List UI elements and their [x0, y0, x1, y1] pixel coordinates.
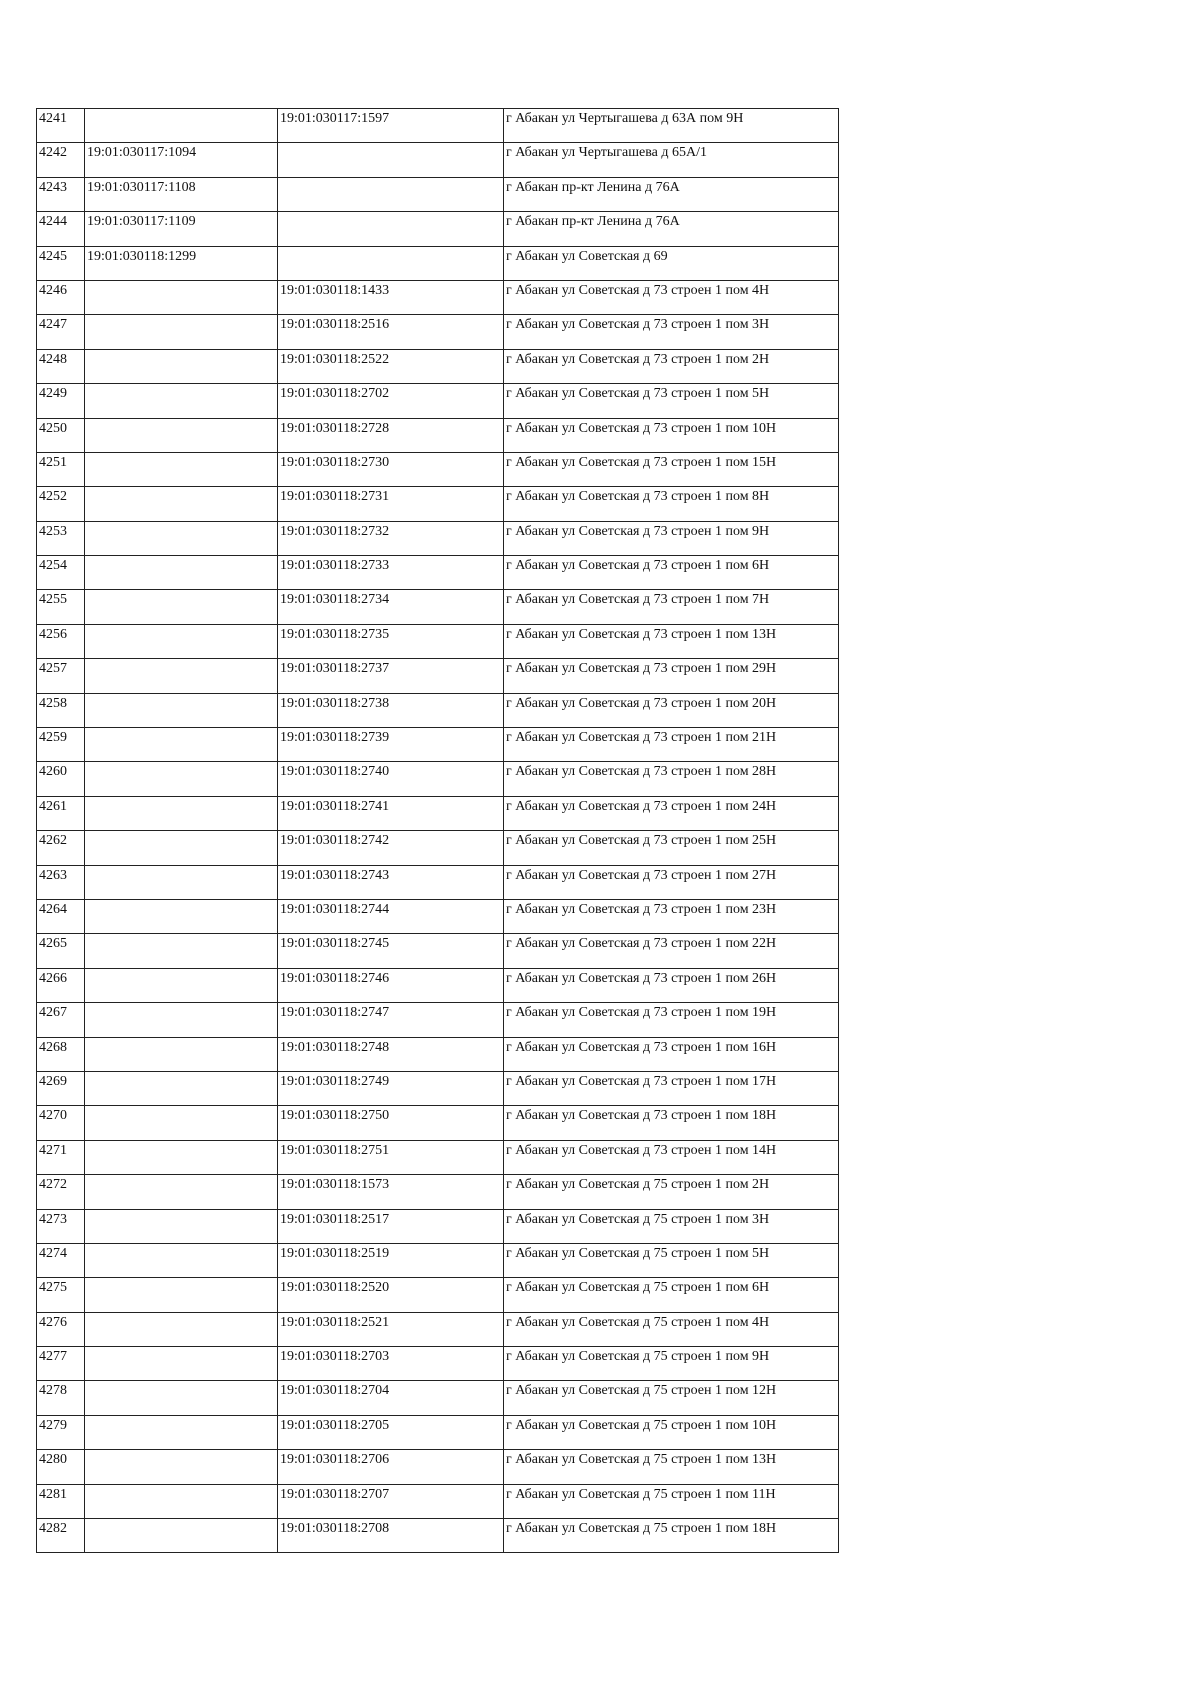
premises-cadastral-number-cell: 19:01:030118:2749 [278, 1071, 504, 1105]
premises-cadastral-number-cell: 19:01:030118:2751 [278, 1140, 504, 1174]
row-number-cell: 4279 [37, 1415, 85, 1449]
table-row [37, 1003, 839, 1037]
address-cell: г Абакан ул Советская д 73 строен 1 пом 22Н [504, 934, 839, 968]
row-number-cell: 4259 [37, 728, 85, 762]
table-row [37, 796, 839, 830]
row-number-cell: 4278 [37, 1381, 85, 1415]
address-cell: г Абакан ул Советская д 73 строен 1 пом 9Н [504, 521, 839, 555]
premises-cadastral-number-cell: 19:01:030118:2705 [278, 1415, 504, 1449]
building-cadastral-number-cell [85, 1209, 278, 1243]
table-row [37, 1175, 839, 1209]
premises-cadastral-number-cell [278, 177, 504, 211]
building-cadastral-number-cell [85, 762, 278, 796]
building-cadastral-number-cell [85, 899, 278, 933]
table-row [37, 1312, 839, 1346]
row-number-cell: 4281 [37, 1484, 85, 1518]
address-cell: г Абакан ул Советская д 73 строен 1 пом 5Н [504, 384, 839, 418]
row-number-cell: 4263 [37, 865, 85, 899]
table-row [37, 143, 839, 177]
row-number-cell: 4243 [37, 177, 85, 211]
premises-cadastral-number-cell: 19:01:030118:1573 [278, 1175, 504, 1209]
building-cadastral-number-cell: 19:01:030118:1299 [85, 246, 278, 280]
premises-cadastral-number-cell [278, 246, 504, 280]
address-cell: г Абакан ул Чертыгашева д 65А/1 [504, 143, 839, 177]
address-cell: г Абакан ул Советская д 73 строен 1 пом 16Н [504, 1037, 839, 1071]
row-number-cell: 4255 [37, 590, 85, 624]
premises-cadastral-number-cell: 19:01:030118:2742 [278, 831, 504, 865]
table-row [37, 246, 839, 280]
table-row [37, 865, 839, 899]
premises-cadastral-number-cell: 19:01:030118:2739 [278, 728, 504, 762]
table-row [37, 693, 839, 727]
premises-cadastral-number-cell: 19:01:030118:2708 [278, 1519, 504, 1553]
address-cell: г Абакан ул Советская д 73 строен 1 пом 27Н [504, 865, 839, 899]
table-row [37, 177, 839, 211]
address-cell: г Абакан пр-кт Ленина д 76А [504, 177, 839, 211]
table-row [37, 831, 839, 865]
table-row [37, 899, 839, 933]
table-row [37, 1071, 839, 1105]
building-cadastral-number-cell [85, 452, 278, 486]
table-row [37, 280, 839, 314]
premises-cadastral-number-cell: 19:01:030118:2521 [278, 1312, 504, 1346]
building-cadastral-number-cell [85, 624, 278, 658]
row-number-cell: 4251 [37, 452, 85, 486]
premises-cadastral-number-cell: 19:01:030118:2516 [278, 315, 504, 349]
row-number-cell: 4254 [37, 556, 85, 590]
row-number-cell: 4260 [37, 762, 85, 796]
row-number-cell: 4262 [37, 831, 85, 865]
premises-cadastral-number-cell: 19:01:030118:2733 [278, 556, 504, 590]
property-registry-table [36, 108, 839, 1553]
building-cadastral-number-cell [85, 1140, 278, 1174]
address-cell: г Абакан ул Советская д 75 строен 1 пом 3Н [504, 1209, 839, 1243]
address-cell: г Абакан ул Советская д 73 строен 1 пом 7Н [504, 590, 839, 624]
building-cadastral-number-cell [85, 1519, 278, 1553]
address-cell: г Абакан ул Советская д 73 строен 1 пом 18Н [504, 1106, 839, 1140]
premises-cadastral-number-cell: 19:01:030118:2735 [278, 624, 504, 658]
address-cell: г Абакан ул Советская д 73 строен 1 пом 20Н [504, 693, 839, 727]
table-row [37, 762, 839, 796]
building-cadastral-number-cell [85, 1175, 278, 1209]
table-row [37, 659, 839, 693]
premises-cadastral-number-cell: 19:01:030118:2734 [278, 590, 504, 624]
address-cell: г Абакан ул Советская д 73 строен 1 пом 8Н [504, 487, 839, 521]
address-cell: г Абакан ул Советская д 73 строен 1 пом 24Н [504, 796, 839, 830]
building-cadastral-number-cell: 19:01:030117:1108 [85, 177, 278, 211]
table-row [37, 418, 839, 452]
table-row [37, 1209, 839, 1243]
building-cadastral-number-cell [85, 1450, 278, 1484]
address-cell: г Абакан ул Советская д 75 строен 1 пом 13Н [504, 1450, 839, 1484]
row-number-cell: 4272 [37, 1175, 85, 1209]
address-cell: г Абакан ул Советская д 73 строен 1 пом 4Н [504, 280, 839, 314]
row-number-cell: 4253 [37, 521, 85, 555]
premises-cadastral-number-cell: 19:01:030118:2738 [278, 693, 504, 727]
premises-cadastral-number-cell: 19:01:030118:1433 [278, 280, 504, 314]
premises-cadastral-number-cell: 19:01:030118:2731 [278, 487, 504, 521]
table-row [37, 556, 839, 590]
table-row [37, 1243, 839, 1277]
building-cadastral-number-cell [85, 1484, 278, 1518]
table-row [37, 1519, 839, 1553]
premises-cadastral-number-cell: 19:01:030118:2748 [278, 1037, 504, 1071]
row-number-cell: 4264 [37, 899, 85, 933]
table-row [37, 728, 839, 762]
building-cadastral-number-cell [85, 349, 278, 383]
premises-cadastral-number-cell: 19:01:030118:2702 [278, 384, 504, 418]
premises-cadastral-number-cell: 19:01:030118:2706 [278, 1450, 504, 1484]
premises-cadastral-number-cell: 19:01:030118:2519 [278, 1243, 504, 1277]
address-cell: г Абакан ул Советская д 73 строен 1 пом 6Н [504, 556, 839, 590]
address-cell: г Абакан ул Советская д 75 строен 1 пом 10Н [504, 1415, 839, 1449]
table-row [37, 1278, 839, 1312]
table-row [37, 934, 839, 968]
table-row [37, 1140, 839, 1174]
building-cadastral-number-cell [85, 556, 278, 590]
row-number-cell: 4270 [37, 1106, 85, 1140]
row-number-cell: 4265 [37, 934, 85, 968]
table-row [37, 1381, 839, 1415]
row-number-cell: 4250 [37, 418, 85, 452]
premises-cadastral-number-cell: 19:01:030118:2517 [278, 1209, 504, 1243]
table-row [37, 452, 839, 486]
premises-cadastral-number-cell: 19:01:030118:2704 [278, 1381, 504, 1415]
premises-cadastral-number-cell: 19:01:030118:2750 [278, 1106, 504, 1140]
building-cadastral-number-cell [85, 1278, 278, 1312]
row-number-cell: 4268 [37, 1037, 85, 1071]
building-cadastral-number-cell [85, 1347, 278, 1381]
premises-cadastral-number-cell: 19:01:030118:2745 [278, 934, 504, 968]
row-number-cell: 4246 [37, 280, 85, 314]
registry-table-body [37, 109, 839, 1553]
building-cadastral-number-cell [85, 1037, 278, 1071]
building-cadastral-number-cell [85, 693, 278, 727]
address-cell: г Абакан ул Советская д 75 строен 1 пом 12Н [504, 1381, 839, 1415]
table-row [37, 487, 839, 521]
address-cell: г Абакан ул Советская д 69 [504, 246, 839, 280]
row-number-cell: 4252 [37, 487, 85, 521]
premises-cadastral-number-cell: 19:01:030118:2728 [278, 418, 504, 452]
address-cell: г Абакан ул Советская д 73 строен 1 пом 13Н [504, 624, 839, 658]
row-number-cell: 4273 [37, 1209, 85, 1243]
building-cadastral-number-cell [85, 487, 278, 521]
building-cadastral-number-cell [85, 384, 278, 418]
row-number-cell: 4269 [37, 1071, 85, 1105]
building-cadastral-number-cell [85, 659, 278, 693]
premises-cadastral-number-cell: 19:01:030118:2744 [278, 899, 504, 933]
address-cell: г Абакан ул Советская д 75 строен 1 пом 5Н [504, 1243, 839, 1277]
building-cadastral-number-cell [85, 315, 278, 349]
premises-cadastral-number-cell: 19:01:030118:2737 [278, 659, 504, 693]
row-number-cell: 4266 [37, 968, 85, 1002]
row-number-cell: 4277 [37, 1347, 85, 1381]
address-cell: г Абакан ул Советская д 73 строен 1 пом 28Н [504, 762, 839, 796]
building-cadastral-number-cell [85, 109, 278, 143]
row-number-cell: 4280 [37, 1450, 85, 1484]
row-number-cell: 4267 [37, 1003, 85, 1037]
building-cadastral-number-cell [85, 521, 278, 555]
premises-cadastral-number-cell: 19:01:030118:2730 [278, 452, 504, 486]
table-row [37, 1415, 839, 1449]
table-row [37, 384, 839, 418]
row-number-cell: 4275 [37, 1278, 85, 1312]
row-number-cell: 4258 [37, 693, 85, 727]
premises-cadastral-number-cell: 19:01:030118:2520 [278, 1278, 504, 1312]
address-cell: г Абакан ул Советская д 73 строен 1 пом 25Н [504, 831, 839, 865]
building-cadastral-number-cell [85, 968, 278, 1002]
building-cadastral-number-cell [85, 1312, 278, 1346]
address-cell: г Абакан ул Советская д 75 строен 1 пом 18Н [504, 1519, 839, 1553]
building-cadastral-number-cell [85, 831, 278, 865]
table-row [37, 1347, 839, 1381]
row-number-cell: 4282 [37, 1519, 85, 1553]
address-cell: г Абакан ул Советская д 75 строен 1 пом 11Н [504, 1484, 839, 1518]
building-cadastral-number-cell [85, 1415, 278, 1449]
address-cell: г Абакан ул Советская д 75 строен 1 пом 4Н [504, 1312, 839, 1346]
premises-cadastral-number-cell: 19:01:030118:2707 [278, 1484, 504, 1518]
premises-cadastral-number-cell: 19:01:030118:2703 [278, 1347, 504, 1381]
address-cell: г Абакан ул Советская д 73 строен 1 пом 3Н [504, 315, 839, 349]
building-cadastral-number-cell [85, 728, 278, 762]
row-number-cell: 4242 [37, 143, 85, 177]
address-cell: г Абакан ул Советская д 73 строен 1 пом 10Н [504, 418, 839, 452]
row-number-cell: 4257 [37, 659, 85, 693]
premises-cadastral-number-cell [278, 143, 504, 177]
table-row [37, 315, 839, 349]
table-row [37, 1106, 839, 1140]
building-cadastral-number-cell [85, 280, 278, 314]
address-cell: г Абакан ул Советская д 73 строен 1 пом 26Н [504, 968, 839, 1002]
address-cell: г Абакан ул Советская д 73 строен 1 пом 15Н [504, 452, 839, 486]
address-cell: г Абакан ул Советская д 73 строен 1 пом 21Н [504, 728, 839, 762]
address-cell: г Абакан ул Чертыгашева д 63А пом 9Н [504, 109, 839, 143]
premises-cadastral-number-cell: 19:01:030118:2522 [278, 349, 504, 383]
premises-cadastral-number-cell: 19:01:030118:2740 [278, 762, 504, 796]
table-row [37, 109, 839, 143]
address-cell: г Абакан ул Советская д 73 строен 1 пом 29Н [504, 659, 839, 693]
address-cell: г Абакан ул Советская д 75 строен 1 пом 6Н [504, 1278, 839, 1312]
building-cadastral-number-cell: 19:01:030117:1109 [85, 212, 278, 246]
building-cadastral-number-cell [85, 1106, 278, 1140]
building-cadastral-number-cell [85, 590, 278, 624]
table-row [37, 1037, 839, 1071]
building-cadastral-number-cell [85, 934, 278, 968]
address-cell: г Абакан ул Советская д 75 строен 1 пом 2Н [504, 1175, 839, 1209]
building-cadastral-number-cell [85, 865, 278, 899]
building-cadastral-number-cell [85, 796, 278, 830]
row-number-cell: 4261 [37, 796, 85, 830]
row-number-cell: 4276 [37, 1312, 85, 1346]
table-row [37, 521, 839, 555]
table-row [37, 349, 839, 383]
row-number-cell: 4271 [37, 1140, 85, 1174]
address-cell: г Абакан ул Советская д 73 строен 1 пом 14Н [504, 1140, 839, 1174]
building-cadastral-number-cell [85, 1381, 278, 1415]
row-number-cell: 4256 [37, 624, 85, 658]
building-cadastral-number-cell [85, 1243, 278, 1277]
address-cell: г Абакан ул Советская д 73 строен 1 пом 23Н [504, 899, 839, 933]
row-number-cell: 4241 [37, 109, 85, 143]
premises-cadastral-number-cell: 19:01:030118:2741 [278, 796, 504, 830]
table-row [37, 1450, 839, 1484]
table-row [37, 624, 839, 658]
address-cell: г Абакан ул Советская д 73 строен 1 пом 19Н [504, 1003, 839, 1037]
row-number-cell: 4248 [37, 349, 85, 383]
premises-cadastral-number-cell: 19:01:030118:2743 [278, 865, 504, 899]
table-row [37, 968, 839, 1002]
row-number-cell: 4249 [37, 384, 85, 418]
building-cadastral-number-cell [85, 1071, 278, 1105]
building-cadastral-number-cell [85, 1003, 278, 1037]
table-row [37, 212, 839, 246]
table-row [37, 1484, 839, 1518]
address-cell: г Абакан ул Советская д 73 строен 1 пом 17Н [504, 1071, 839, 1105]
row-number-cell: 4245 [37, 246, 85, 280]
row-number-cell: 4274 [37, 1243, 85, 1277]
building-cadastral-number-cell [85, 418, 278, 452]
premises-cadastral-number-cell: 19:01:030118:2747 [278, 1003, 504, 1037]
premises-cadastral-number-cell: 19:01:030118:2746 [278, 968, 504, 1002]
building-cadastral-number-cell: 19:01:030117:1094 [85, 143, 278, 177]
address-cell: г Абакан ул Советская д 75 строен 1 пом 9Н [504, 1347, 839, 1381]
row-number-cell: 4247 [37, 315, 85, 349]
address-cell: г Абакан ул Советская д 73 строен 1 пом 2Н [504, 349, 839, 383]
premises-cadastral-number-cell: 19:01:030117:1597 [278, 109, 504, 143]
premises-cadastral-number-cell: 19:01:030118:2732 [278, 521, 504, 555]
address-cell: г Абакан пр-кт Ленина д 76А [504, 212, 839, 246]
table-row [37, 590, 839, 624]
premises-cadastral-number-cell [278, 212, 504, 246]
row-number-cell: 4244 [37, 212, 85, 246]
